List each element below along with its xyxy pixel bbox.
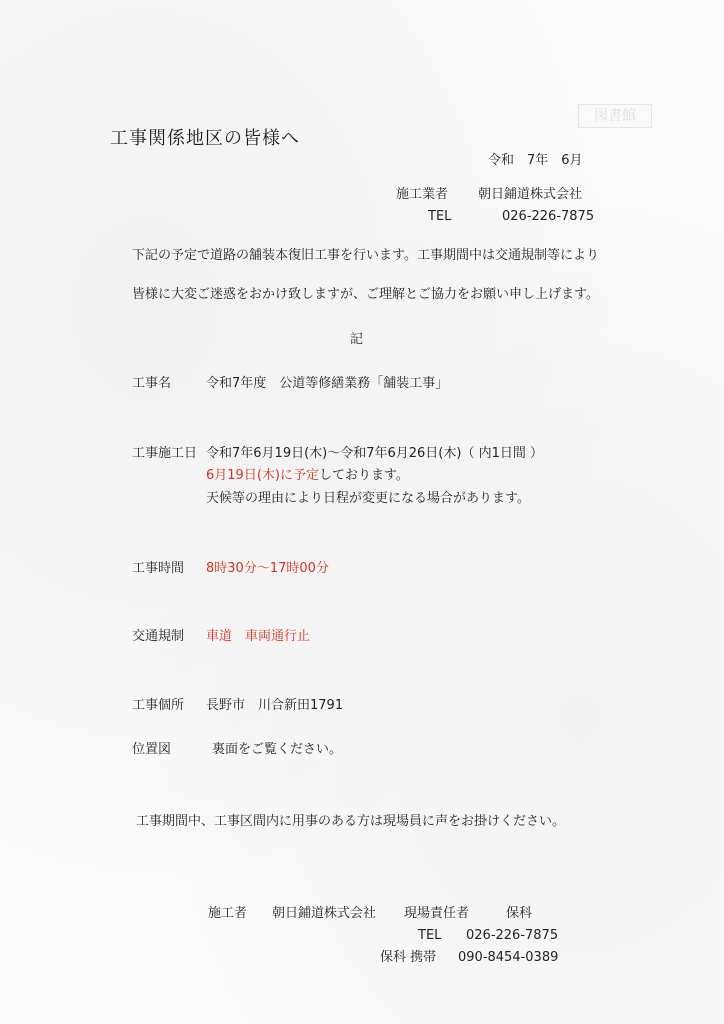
footer-mobile-label: 保科 携帯: [380, 950, 437, 965]
item-place-value: 長野市 川合新田1791: [206, 698, 344, 713]
footer-tel-label: TEL: [418, 928, 442, 943]
ki-heading: 記: [350, 332, 364, 347]
footer-tel: 026-226-7875: [466, 928, 559, 943]
item-date-note-tail: しております。: [318, 468, 409, 483]
intro-line-2: 皆様に大変ご迷惑をおかけ致しますが、ご理解とご協力をお願い申し上げます。: [132, 287, 599, 302]
footer-manager-label: 現場責任者: [404, 906, 470, 921]
page-title: 工事関係地区の皆様へ: [110, 128, 300, 149]
item-name-label: 工事名: [132, 376, 172, 391]
footer-label: 施工者: [208, 906, 248, 921]
item-date-note: [206, 468, 409, 484]
issue-date: 令和 7年 6月: [488, 153, 583, 168]
footer-mobile: 090-8454-0389: [458, 950, 559, 965]
item-time-label: 工事時間: [132, 561, 185, 576]
footer-company: 朝日鋪道株式会社: [272, 906, 377, 921]
item-date-label: 工事施工日: [132, 446, 198, 461]
item-traffic-label: 交通規制: [132, 629, 185, 644]
item-time-value: 8時30分～17時00分: [206, 561, 329, 576]
item-date-note-red: 6月19日(木)に予定: [206, 468, 319, 483]
item-date-value: 令和7年6月19日(木)～令和7年6月26日(木)（ 内1日間 ）: [206, 446, 543, 461]
item-traffic-value: 車道 車両通行止: [206, 629, 311, 644]
intro-line-1: 下記の予定で道路の舗装本復旧工事を行います。工事期間中は交通規制等により: [132, 248, 599, 263]
item-map-label: 位置図: [132, 742, 172, 757]
request-note: 工事期間中、工事区間内に用事のある方は現場員に声をお掛けください。: [136, 814, 566, 829]
contractor-label: 施工業者: [396, 187, 449, 202]
item-map-value: 裏面をご覧ください。: [212, 742, 343, 757]
footer-manager: 保科: [506, 906, 533, 921]
item-place-label: 工事個所: [132, 698, 185, 713]
contractor-name: 朝日鋪道株式会社: [478, 187, 583, 202]
contractor-tel: 026-226-7875: [502, 209, 595, 224]
item-date-note2: 天候等の理由により日程が変更になる場合があります。: [206, 491, 530, 506]
item-name-value: 令和7年度 公道等修繕業務「舗装工事」: [206, 376, 449, 391]
contractor-tel-label: TEL: [428, 209, 452, 224]
faded-stamp: 図書館: [578, 104, 652, 128]
